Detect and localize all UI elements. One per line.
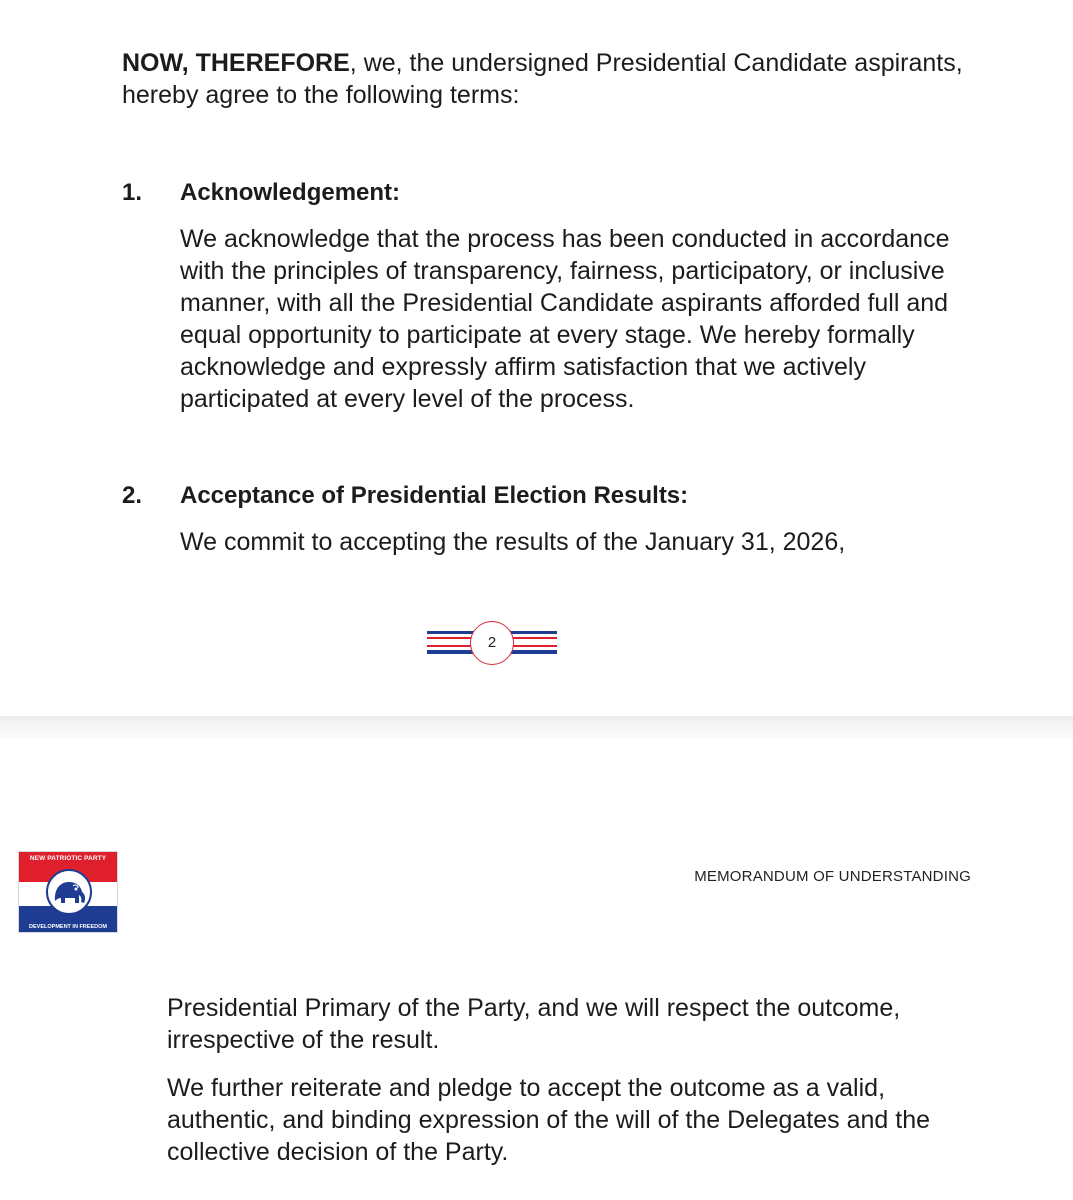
document-header-title: MEMORANDUM OF UNDERSTANDING bbox=[694, 868, 971, 885]
logo-top-text: NEW PATRIOTIC PARTY bbox=[29, 855, 107, 862]
party-logo bbox=[18, 851, 118, 933]
logo-bottom-text: DEVELOPMENT IN FREEDOM bbox=[29, 924, 107, 930]
section-2-number: 2. bbox=[122, 482, 143, 509]
section-2-body: We commit to accepting the results of the January 31, 2026, bbox=[180, 528, 846, 556]
page-number: 2 bbox=[470, 621, 514, 665]
intro-bold-text: NOW, THEREFORE bbox=[122, 49, 350, 77]
elephant-icon bbox=[46, 865, 92, 917]
pledge-paragraph: We further reiterate and pledge to accept the outcome as a valid, authentic, and binding expression of the will of the Delegates and the collective decision of the Party. bbox=[167, 1074, 931, 1166]
intro-text: , we, the undersigned Presidential Candidate aspirants, hereby agree to the following terms: bbox=[122, 49, 963, 109]
page-number-ornament bbox=[427, 621, 557, 665]
document-page-3 bbox=[0, 738, 1073, 1200]
section-1-body: We acknowledge that the process has been conducted in accordance with the principles of transparency, fairness, participatory, or inclusive manner, with all the Presidential Candidate aspirants afforded full and equal opportunity to participate at every stage. We hereby formally acknowledge and expressly affirm satisfaction that we actively participated at every level of the process. bbox=[180, 225, 950, 413]
section-1-number: 1. bbox=[122, 179, 143, 206]
section-1-title: Acknowledgement: bbox=[180, 179, 401, 206]
page-separator bbox=[0, 716, 1073, 740]
continuation-paragraph: Presidential Primary of the Party, and we will respect the outcome, irrespective of the result. bbox=[167, 994, 901, 1054]
section-2-title: Acceptance of Presidential Election Results: bbox=[180, 482, 689, 509]
intro-paragraph bbox=[122, 47, 982, 111]
